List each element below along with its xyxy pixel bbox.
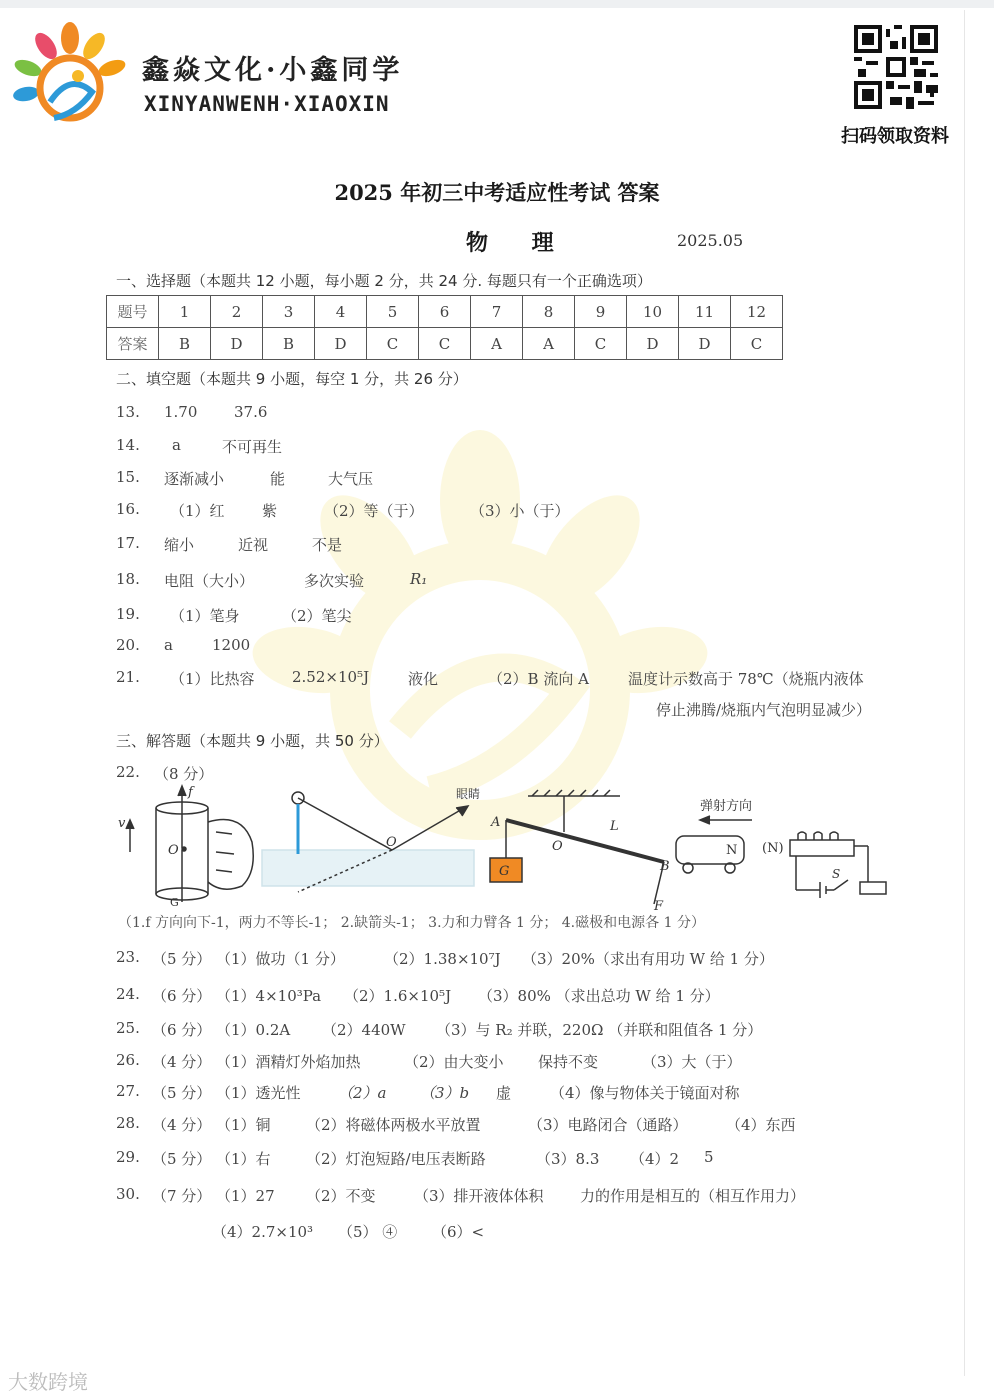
top-bar [0,0,994,8]
qr-caption: 扫码领取资料 [841,126,949,147]
weight-g-label: G [499,864,510,879]
item-score: （6 分） [152,1021,212,1039]
table-cell: 8 [523,296,575,328]
table-cell: D [627,328,679,360]
answer-part: 37.6 [234,403,268,421]
answer-part: （3）20%（求出有用功 W 给 1 分） [522,950,774,968]
launch-direction-label: 弹射方向 [700,799,753,814]
answer-part: （1）铜 [216,1116,271,1134]
answer-part: R₁ [410,570,428,588]
answer-part: （1）4×10³Pa [216,987,322,1005]
answer-part: （2）1.6×10⁵J [344,987,452,1005]
section3-heading: 三、解答题（本题共 9 小题，共 50 分） [116,732,389,750]
brand-logo-icon [10,22,130,132]
item-number: 18. [116,570,140,588]
answer-part: （2）a [338,1084,387,1102]
item-number: 14. [116,436,140,454]
item-number: 25. [116,1019,140,1037]
item-number: 19. [116,605,140,623]
answer-part: 大气压 [328,470,374,488]
item-number: 17. [116,534,140,552]
table-cell: C [575,328,627,360]
answer-part: （1）0.2A [216,1021,291,1039]
row-label-number: 题号 [107,296,159,328]
item-score: （4 分） [152,1053,212,1071]
answer-part: （3）80% （求出总功 W 给 1 分） [478,987,720,1005]
answer-part: 紫 [262,502,278,520]
answer-part: 多次实验 [304,572,365,590]
table-cell: A [523,328,575,360]
answer-part: （2）440W [322,1021,406,1039]
answer-part: （1）右 [216,1150,271,1168]
item-score: （5 分） [152,950,212,968]
answer-part: （2）笔尖 [282,607,352,625]
table-cell: B [159,328,211,360]
answer-part: （1）透光性 [216,1084,301,1102]
table-cell: 5 [367,296,419,328]
answer-part: （1）笔身 [170,607,240,625]
answer-part: （1）27 [216,1187,275,1205]
table-row-numbers [107,296,783,328]
answer-part: 不是 [312,536,343,554]
table-cell: 6 [419,296,471,328]
table-cell: C [731,328,783,360]
table-cell: 11 [679,296,731,328]
answer-part: （2）等（于） [324,502,424,520]
point-b-label: B [660,859,670,874]
force-f2-label: F [654,899,664,912]
section2-heading: 二、填空题（本题共 9 小题，每空 1 分，共 26 分） [116,370,468,388]
answer-part: 虚 [496,1084,512,1102]
eye-label: 眼睛 [456,787,481,801]
table-cell: C [419,328,471,360]
answer-part: （3）大（于） [642,1053,742,1071]
switch-s-label: S [832,867,841,881]
answer-part: （4）2 [630,1150,680,1168]
exam-date: 2025.05 [677,231,744,250]
answer-part: （2）不变 [306,1187,376,1205]
answer-part: 5 [704,1148,714,1166]
item-number: 21. [116,668,140,686]
table-cell: A [471,328,523,360]
answer-part: 缩小 [164,536,195,554]
answer-part: 2.52×10⁵J [292,668,370,686]
answer-part: （1）红 [170,502,225,520]
item-number: 22. [116,763,140,781]
coil-pole-label: (N) [762,841,784,856]
answer-part: a [164,636,173,654]
item-score: （4 分） [152,1116,212,1134]
answer-part: （2）由大变小 [404,1053,504,1071]
table-cell: 7 [471,296,523,328]
answer-part: a [172,436,181,454]
answer-part: （1）做功（1 分） [216,950,345,968]
footer-watermark: 大数跨境 [8,1370,88,1394]
answer-part: （4）东西 [726,1116,796,1134]
qr-code-icon[interactable] [854,25,938,109]
item-number: 27. [116,1082,140,1100]
answer-part: 能 [270,470,286,488]
table-cell: D [315,328,367,360]
item-number: 15. [116,468,140,486]
answer-part: （3）电路闭合（通路） [528,1116,688,1134]
brand-name-en: XINYANWENH·XIAOXIN [144,92,390,116]
item-number: 30. [116,1185,140,1203]
page-title: 2025 年初三中考适应性考试 答案 [334,180,660,205]
table-cell: C [367,328,419,360]
answer-part: 电阻（大小） [164,572,255,590]
table-cell: D [679,328,731,360]
item-number: 13. [116,403,140,421]
subject-title: 物 理 [466,230,572,256]
answer-part: 近视 [238,536,269,554]
table-cell: 2 [211,296,263,328]
force-f-label: f [188,785,193,800]
item-score: （6 分） [152,987,212,1005]
item-score: （7 分） [152,1187,212,1205]
answer-part: （1）酒精灯外焰加热 [216,1053,361,1071]
answer-part: （3）与 R₂ 并联，220Ω （并联和阻值各 1 分） [436,1021,763,1039]
answer-part: 1200 [212,636,251,654]
answer-part: （4）2.7×10³ [212,1223,314,1241]
table-cell: 4 [315,296,367,328]
table-cell: D [211,328,263,360]
table-cell: 12 [731,296,783,328]
answer-part: 1.70 [164,403,198,421]
answer-table [106,295,783,360]
row-label-answer: 答案 [107,328,159,360]
answer-part: （6）< [432,1223,485,1241]
answer-part: （3）8.3 [536,1150,600,1168]
answer-continuation: 停止沸腾/烧瓶内气泡明显减少） [656,701,872,719]
item-score: （5 分） [152,1150,212,1168]
answer-part: （2）将磁体两极水平放置 [306,1116,481,1134]
item-number: 20. [116,636,140,654]
point-o-label: O [168,843,179,858]
answer-part: 不可再生 [222,438,283,456]
q22-diagrams [112,782,902,912]
item-number: 26. [116,1051,140,1069]
answer-part: （1）比热容 [170,670,255,688]
answer-part: 力的作用是相互的（相互作用力） [580,1187,806,1205]
q22-scoring-note: （1.f 方向向下-1，两力不等长-1； 2.缺箭头-1； 3.力和力臂各 1 分； 4.磁极和电源各 1 分） [118,915,705,931]
answer-part: （3）排开液体体积 [414,1187,544,1205]
velocity-label: v [118,816,126,831]
answer-part: （3）b [420,1084,470,1102]
fulcrum-o-label: O [552,839,563,854]
answer-part: （4）像与物体关于镜面对称 [550,1084,740,1102]
table-cell: 10 [627,296,679,328]
answer-part: （2）灯泡短路/电压表断路 [306,1150,486,1168]
item-number: 23. [116,948,140,966]
section1-heading: 一、选择题（本题共 12 小题，每小题 2 分，共 24 分. 每题只有一个正确选项） [116,272,652,290]
table-row-answers [107,328,783,360]
item-score: （5 分） [152,1084,212,1102]
table-cell: B [263,328,315,360]
point-o2-label: O [386,835,397,850]
table-cell: 1 [159,296,211,328]
table-cell: 3 [263,296,315,328]
lever-arm-label: L [610,819,619,834]
answer-part: （2）B 流向 A [488,670,589,688]
answer-part: （2）1.38×10⁷J [384,950,501,968]
item-number: 24. [116,985,140,1003]
point-a-label: A [491,815,501,830]
answer-part: 逐渐减小 [164,470,225,488]
item-number: 28. [116,1114,140,1132]
answer-part: 保持不变 [538,1053,599,1071]
gravity-label: G [170,896,179,909]
brand-name-cn: 鑫焱文化·小鑫同学 [142,55,404,86]
answer-part: 液化 [408,670,439,688]
item-number: 16. [116,500,140,518]
cart-pole-label: N [726,843,738,858]
answer-part: （3）小（于） [470,502,570,520]
answer-part: （5） ④ [338,1223,398,1241]
item-number: 29. [116,1148,140,1166]
table-cell: 9 [575,296,627,328]
answer-part: 温度计示数高于 78℃（烧瓶内液体 [628,670,864,688]
item-score: （8 分） [154,765,214,783]
